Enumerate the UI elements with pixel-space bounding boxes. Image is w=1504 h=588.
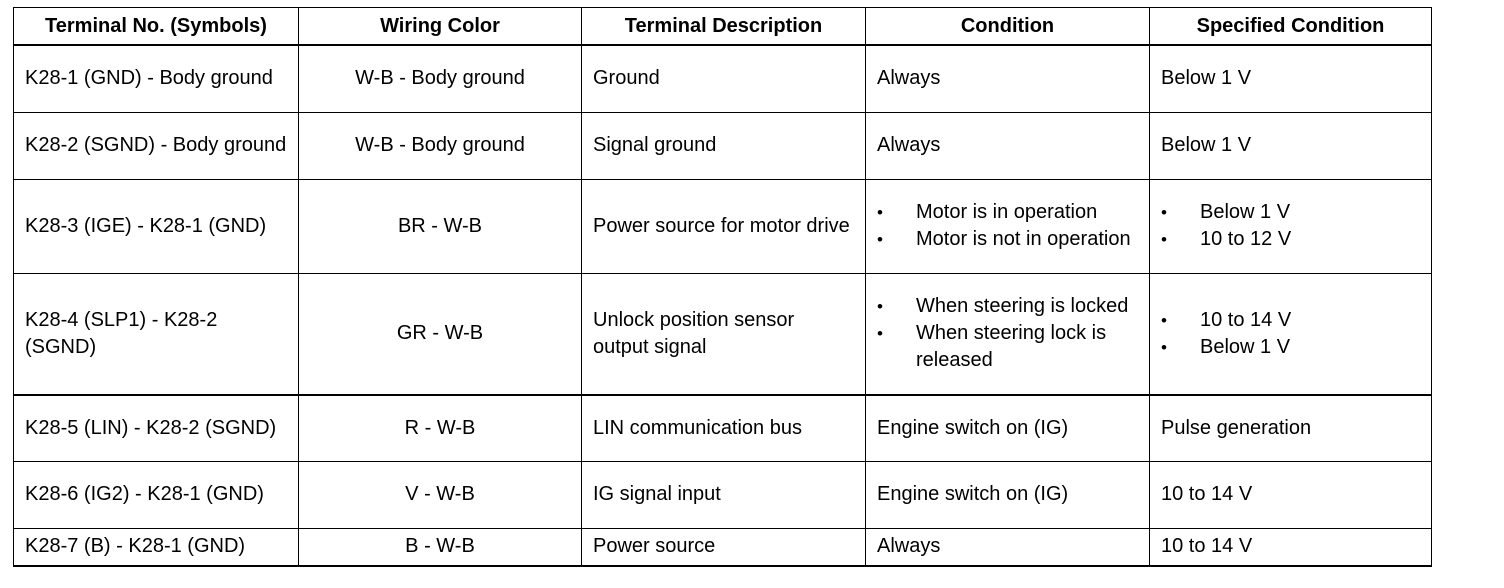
specified-item: • Below 1 V [1161, 334, 1420, 361]
cell-wiring-color: W-B - Body ground [299, 45, 582, 112]
cell-wiring-color: R - W-B [299, 395, 582, 461]
condition-item: • Motor is not in operation [877, 226, 1138, 253]
cell-condition: Always [866, 528, 1150, 566]
cell-wiring-color: BR - W-B [299, 179, 582, 273]
cell-condition: Always [866, 112, 1150, 179]
specified-item: • 10 to 12 V [1161, 226, 1420, 253]
table-row [14, 112, 1432, 179]
table-row [14, 395, 1432, 461]
specified-list [1161, 199, 1420, 253]
condition-item: • Motor is in operation [877, 199, 1138, 226]
specified-item: • Below 1 V [1161, 199, 1420, 226]
table-header-row [14, 8, 1432, 46]
cell-terminal: K28-7 (B) - K28-1 (GND) [14, 528, 299, 566]
header-wiring-color: Wiring Color [299, 8, 582, 46]
cell-terminal: K28-2 (SGND) - Body ground [14, 112, 299, 179]
condition-list [877, 199, 1138, 253]
table-row [14, 528, 1432, 566]
cell-condition: Always [866, 45, 1150, 112]
header-condition: Condition [866, 8, 1150, 46]
table-row [14, 179, 1432, 273]
cell-condition [866, 179, 1150, 273]
cell-specified: 10 to 14 V [1150, 461, 1432, 528]
header-specified-condition: Specified Condition [1150, 8, 1432, 46]
cell-terminal: K28-4 (SLP1) - K28-2 (SGND) [14, 273, 299, 395]
terminal-inspection-table [13, 7, 1432, 567]
header-terminal: Terminal No. (Symbols) [14, 8, 299, 46]
cell-wiring-color: B - W-B [299, 528, 582, 566]
cell-description: Power source for motor drive [582, 179, 866, 273]
specified-list [1161, 307, 1420, 361]
condition-item: • When steering is locked [877, 293, 1138, 320]
cell-condition: Engine switch on (IG) [866, 461, 1150, 528]
cell-terminal: K28-3 (IGE) - K28-1 (GND) [14, 179, 299, 273]
specified-item: • 10 to 14 V [1161, 307, 1420, 334]
condition-list [877, 293, 1138, 374]
cell-description: Unlock position sensor output signal [582, 273, 866, 395]
cell-terminal: K28-1 (GND) - Body ground [14, 45, 299, 112]
cell-specified: 10 to 14 V [1150, 528, 1432, 566]
cell-wiring-color: GR - W-B [299, 273, 582, 395]
table-row [14, 273, 1432, 395]
cell-wiring-color: W-B - Body ground [299, 112, 582, 179]
cell-description: Ground [582, 45, 866, 112]
table-row [14, 45, 1432, 112]
cell-condition [866, 273, 1150, 395]
cell-specified [1150, 273, 1432, 395]
cell-specified: Pulse generation [1150, 395, 1432, 461]
cell-description: Power source [582, 528, 866, 566]
header-terminal-description: Terminal Description [582, 8, 866, 46]
cell-description: Signal ground [582, 112, 866, 179]
table-row [14, 461, 1432, 528]
cell-specified [1150, 179, 1432, 273]
cell-description: LIN communication bus [582, 395, 866, 461]
cell-terminal: K28-5 (LIN) - K28-2 (SGND) [14, 395, 299, 461]
cell-terminal: K28-6 (IG2) - K28-1 (GND) [14, 461, 299, 528]
cell-specified: Below 1 V [1150, 112, 1432, 179]
cell-description: IG signal input [582, 461, 866, 528]
cell-condition: Engine switch on (IG) [866, 395, 1150, 461]
cell-specified: Below 1 V [1150, 45, 1432, 112]
condition-item: • When steering lock is released [877, 320, 1138, 374]
cell-wiring-color: V - W-B [299, 461, 582, 528]
